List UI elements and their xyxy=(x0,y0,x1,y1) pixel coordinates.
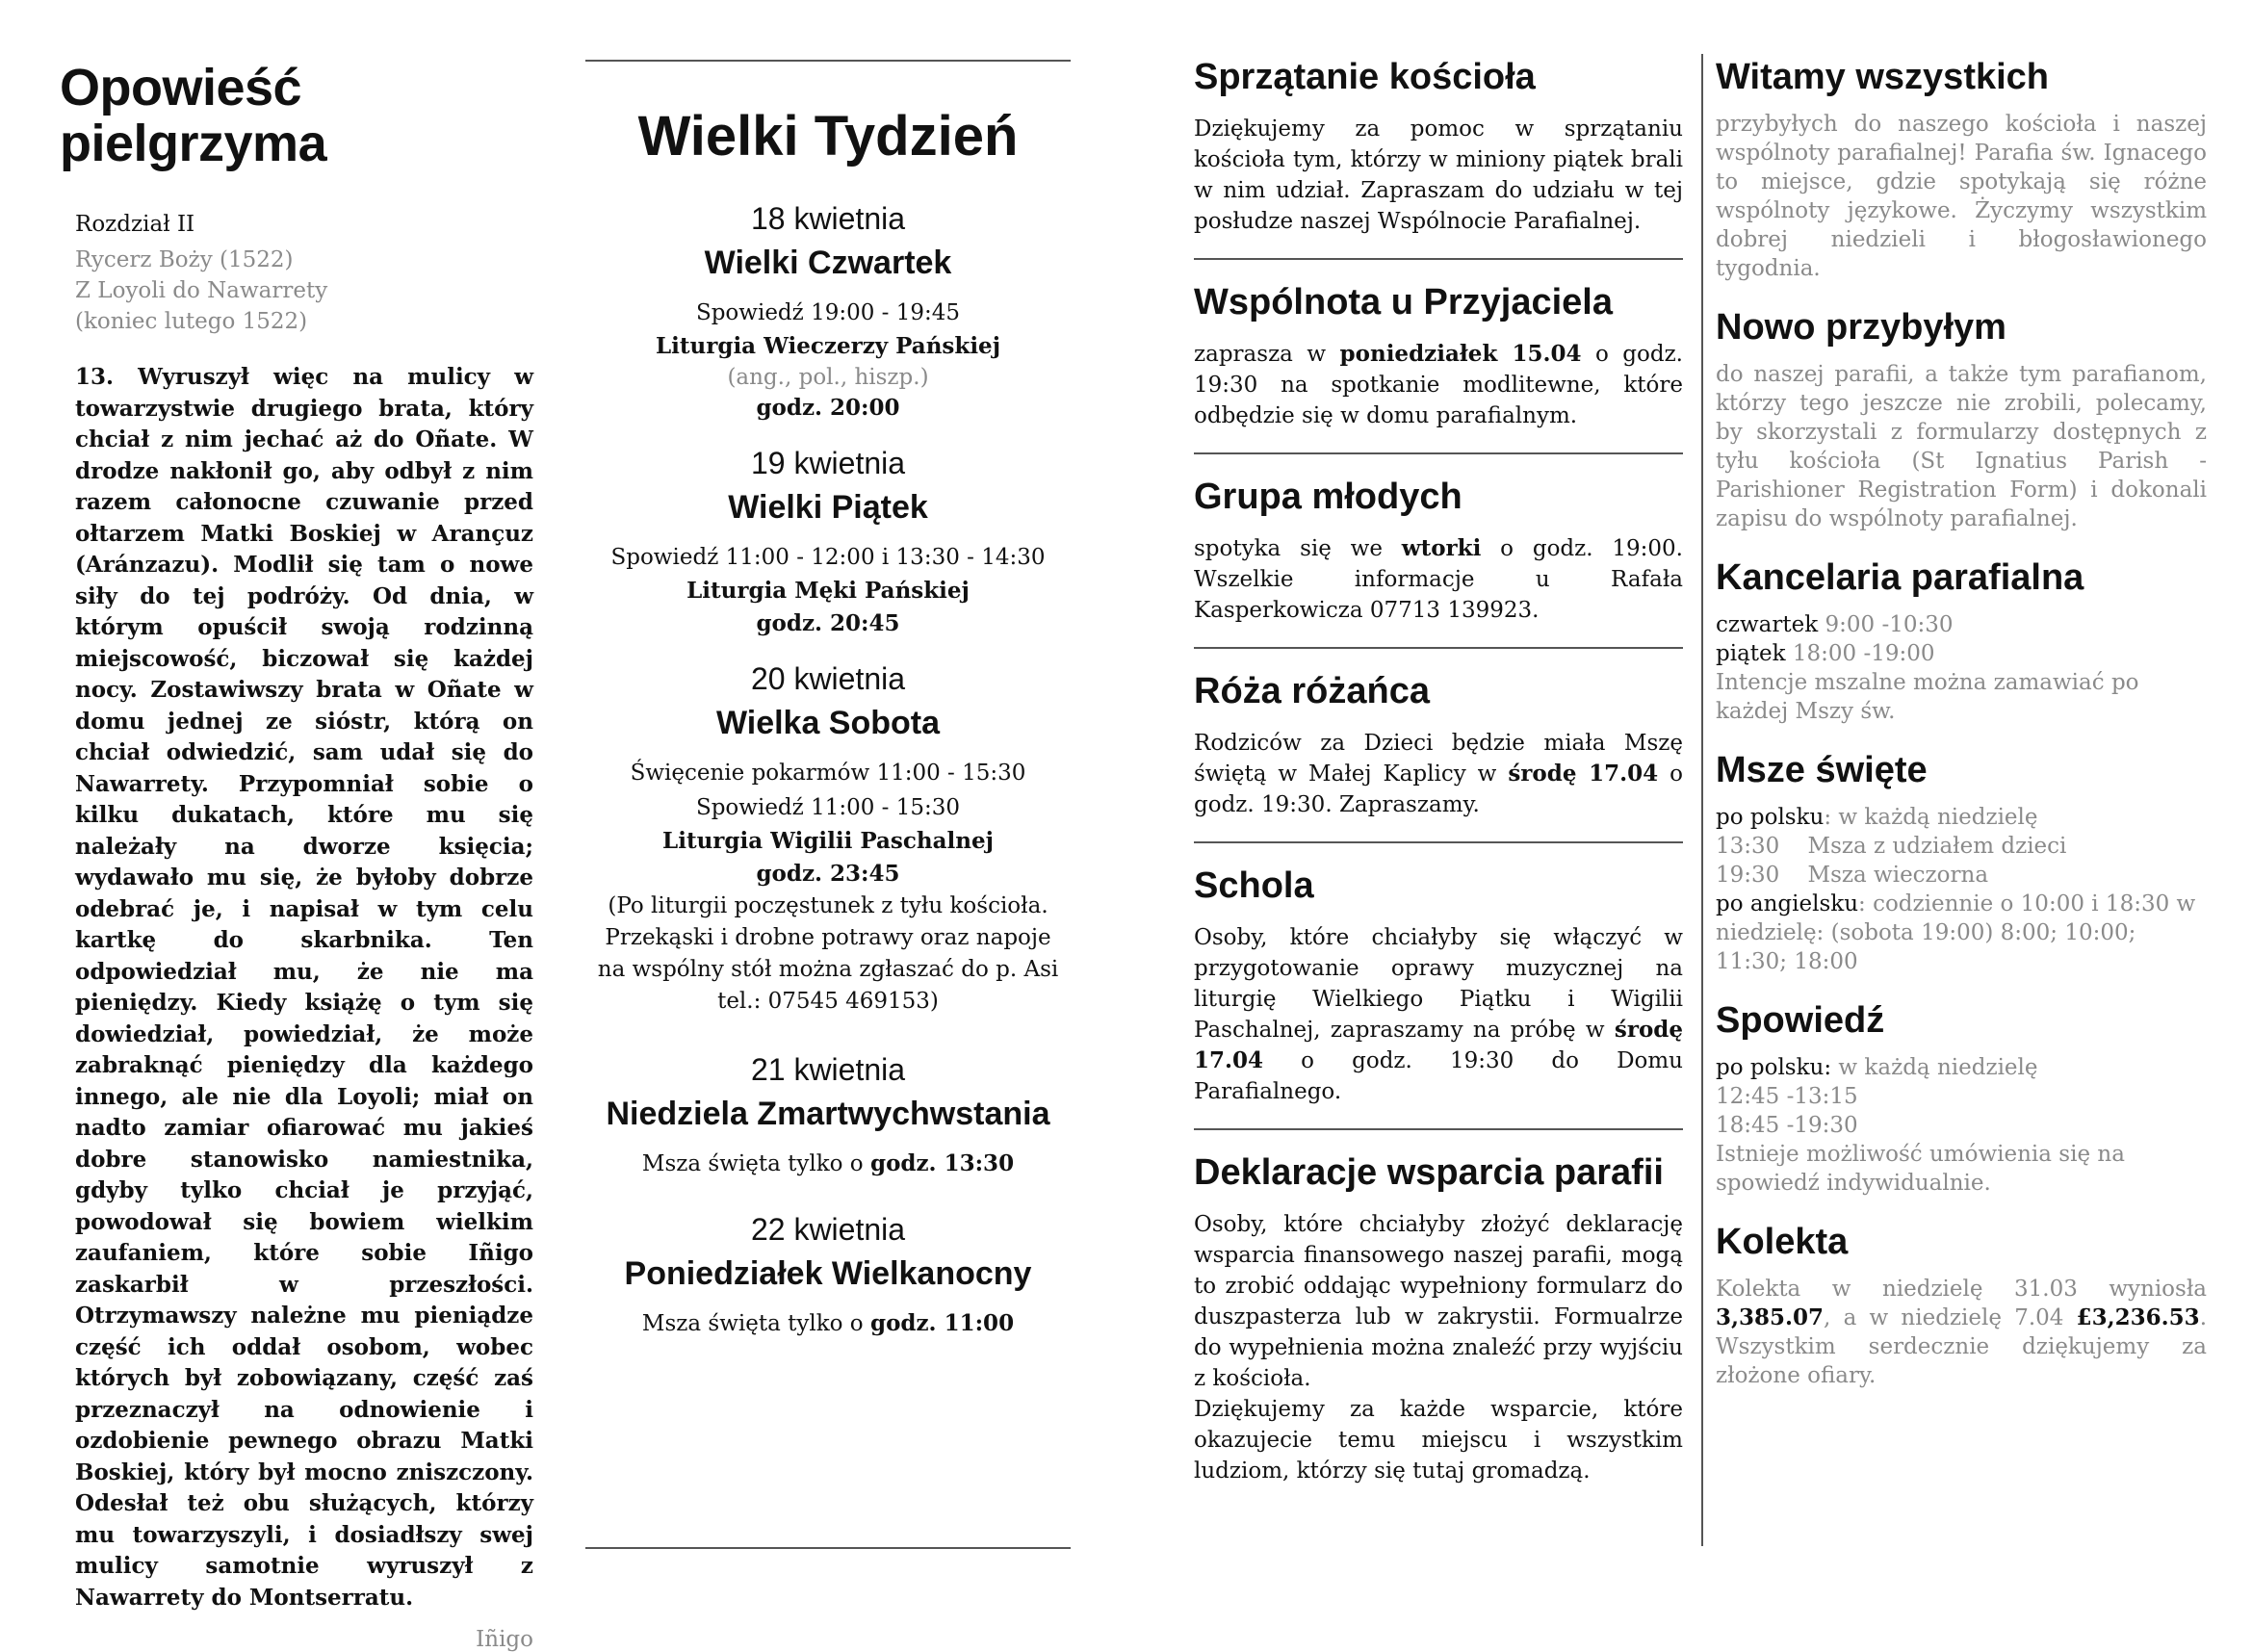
chapter-meta-2: Z Loyoli do Nawarrety xyxy=(75,278,328,303)
section-title: Sprzątanie kościoła xyxy=(1194,57,1536,97)
mass-row xyxy=(1716,803,2207,832)
info-section xyxy=(1716,304,2207,533)
day-line-text: Msza święta tylko o xyxy=(641,1311,870,1336)
info-section xyxy=(1716,747,2207,976)
day-line: Spowiedź 19:00 - 19:45 xyxy=(695,300,961,325)
day-name: Wielki Czwartek xyxy=(704,245,952,281)
announcement-section xyxy=(1194,54,1683,260)
confession-note: Istnieje możliwość umówienia się na spowiedź indywidualnie. xyxy=(1716,1142,2125,1196)
column-divider xyxy=(1701,54,1703,1546)
day-date: 18 kwietnia xyxy=(750,201,906,236)
day-date: 21 kwietnia xyxy=(750,1052,906,1087)
story-column xyxy=(60,60,533,1652)
story-signature: Iñigo xyxy=(476,1627,533,1652)
info-column xyxy=(1716,54,2207,1411)
section-title: Msze święte xyxy=(1716,750,1928,790)
mass-row xyxy=(1716,890,2207,976)
day-line xyxy=(585,1147,1071,1181)
row-label: po polsku xyxy=(1716,805,1825,830)
holy-week-bottom-rule xyxy=(585,1547,1071,1549)
chapter-meta-1: Rycerz Boży (1522) xyxy=(75,247,294,272)
day-block xyxy=(585,1212,1071,1341)
section-title: Witamy wszystkich xyxy=(1716,57,2050,97)
day-block xyxy=(585,201,1071,425)
row-value: : codziennie o 10:00 i 18:30 w niedzielę: (sobota 19:00) 8:00; 10:00; 11:30; 18:00 xyxy=(1716,891,2196,974)
section-title: Grupa młodych xyxy=(1194,477,1463,517)
announcement-section xyxy=(1194,863,1683,1130)
section-text: Dziękujemy za każde wsparcie, które okazujecie temu miejscu i wszystkim ludziom, którzy się tutaj gromadzą. xyxy=(1194,1397,1683,1484)
story-body: 13. Wyruszył więc na mulicy w towarzystwie drugiego brata, który chciał z nim jechać aż do Oñate. W drodze nakłonił go, aby odbył z nim razem całonocne czuwanie przed ołtarzem Matki Boskiej w Arançuz (Aránzazu). Modlił się tam o nowe siły do tej podróży. Od dnia, w którym opuścił swoją rodzinną miejscowość, biczował się każdej nocy. Zostawiwszy brata w Oñate w domu jednej ze sióstr, którą on chciał odwiedzić, sam udał się do Nawarrety. Przypomniał sobie o kilku dukatach, które mu się należały na dworze księcia; wydawało mu się, że byłoby dobrze odebrać je, i napisał w tym celu kartkę do skarbnika. Ten odpowiedział mu, że nie ma pieniędzy. Kiedy książę o tym się dowiedział, powiedział, że może zabraknąć pieniędzy dla każdego innego, ale nie dla Loyoli; miał on nadto zamiar ofiarować mu jakieś dobre stanowisko namiestnika, gdyby tylko chciał je przyjąć, powodował się bowiem wielkim zaufaniem, które sobie Iñigo zaskarbił w przeszłości. Otrzymawszy należne mu pieniądze część ich oddał osobom, wobec których był zobowiązany, część zaś przeznaczył na odnowienie i ozdobienie pewnego obrazu Matki Boskiej, który był mocno zniszczony. Odesłał też obu służących, którzy mu towarzyszyli, i dosiadłszy swej mulicy samotnie wyruszył z Nawarrety do Montserratu. xyxy=(75,364,533,1611)
text-bold: wtorki xyxy=(1401,535,1482,561)
mass-row: 19:30 Msza wieczorna xyxy=(1716,863,1989,888)
row-label: czwartek xyxy=(1716,612,1819,637)
info-section xyxy=(1716,1219,2207,1390)
row-value: w każdą niedzielę xyxy=(1831,1055,2038,1080)
text-bold: środę 17.04 xyxy=(1194,1017,1683,1073)
text-part: o godz. 19:30 do Domu Parafialnego. xyxy=(1194,1048,1683,1104)
section-title: Wspólnota u Przyjaciela xyxy=(1194,282,1613,323)
row-value: : w każdą niedzielę xyxy=(1824,805,2038,830)
section-text: do naszej parafii, a także tym parafianom, którzy tego jeszcze nie zrobili, polecamy, by skorzystali z formularzy dostępnych z tyłu kościoła (St Ignatius Parish - Parishioner Registration Form) i dokonali zapisu do wspólnoty parafialnej. xyxy=(1716,362,2207,531)
office-hours-row xyxy=(1716,610,2207,639)
section-text: przybyłych do naszego kościoła i naszej wspólnoty parafialnej! Parafia św. Ignacego to miejsce, gdzie spotykają się różne wspólnoty językowe. Życzymy wszystkim dobrej niedzieli i błogosławionego tygodnia. xyxy=(1716,112,2207,281)
section-title: Róża różańca xyxy=(1194,671,1430,711)
day-line xyxy=(585,1306,1071,1341)
confession-row: 18:45 -19:30 xyxy=(1716,1113,1858,1138)
day-date: 20 kwietnia xyxy=(750,661,906,696)
day-line: Spowiedź 11:00 - 12:00 i 13:30 - 14:30 xyxy=(610,545,1046,570)
section-text xyxy=(1194,533,1683,626)
announcement-section xyxy=(1194,668,1683,843)
day-name: Wielka Sobota xyxy=(715,705,941,741)
section-title: Deklaracje wsparcia parafii xyxy=(1194,1152,1664,1193)
announcements-column xyxy=(1194,54,1683,1527)
day-name: Poniedziałek Wielkanocny xyxy=(624,1255,1032,1292)
day-note: (Po liturgii poczęstunek z tyłu kościoła. Przekąski i drobne potrawy oraz napoje na wspólny stół można zgłaszać do p. Asi tel.: 07545 469153) xyxy=(597,893,1059,1014)
section-title: Kolekta xyxy=(1716,1222,1849,1262)
story-title xyxy=(60,60,533,171)
section-text xyxy=(1194,339,1683,431)
day-line: godz. 20:00 xyxy=(756,395,900,421)
section-text xyxy=(1194,922,1683,1107)
holy-week-title: Wielki Tydzień xyxy=(637,105,1019,168)
section-title: Schola xyxy=(1194,865,1314,906)
text-part: . Wszystkim serdecznie dziękujemy za złożone ofiary. xyxy=(1716,1305,2207,1388)
holy-week-column xyxy=(585,60,1071,1362)
section-text: Osoby, które chciałyby złożyć deklarację wsparcia finansowego naszej parafii, mogą to zrobić oddając wypełniony formularz do duszpasterza lub w zakrystii. Formualrze do wypełnienia można znaleźć przy wyjściu z kościoła. xyxy=(1194,1212,1683,1391)
announcement-section xyxy=(1194,1149,1683,1508)
office-hours-row xyxy=(1716,639,2207,668)
day-line: godz. 23:45 xyxy=(756,861,900,887)
day-line: Święcenie pokarmów 11:00 - 15:30 xyxy=(630,761,1026,786)
story-title-line2: pielgrzyma xyxy=(60,115,327,172)
day-line-text: Msza święta tylko o xyxy=(641,1151,870,1176)
confession-row: 12:45 -13:15 xyxy=(1716,1084,1858,1109)
row-note: Intencje mszalne można zamawiać po każdej Mszy św. xyxy=(1716,670,2139,724)
text-part: , a w niedzielę 7.04 xyxy=(1824,1305,2077,1330)
chapter-label: Rozdział II xyxy=(75,212,195,237)
info-section xyxy=(1716,555,2207,726)
section-text xyxy=(1716,1275,2207,1390)
day-name: Niedziela Zmartwychwstania xyxy=(606,1096,1050,1132)
text-bold: £3,236.53 xyxy=(2076,1304,2200,1330)
text-part: o godz. 19:00. Wszelkie informacje u Rafała Kasperkowicza 07713 139923. xyxy=(1194,536,1683,623)
row-value: 18:00 -19:00 xyxy=(1785,641,1935,666)
chapter-meta xyxy=(75,245,533,337)
day-line: Liturgia Wieczerzy Pańskiej xyxy=(655,333,1001,359)
text-part: Osoby, które chciałyby się włączyć w przygotowanie oprawy muzycznej na liturgię Wielkiego Piątku i Wigilii Paschalnej, zapraszamy na próbę w xyxy=(1194,925,1683,1043)
day-line: (ang., pol., hiszp.) xyxy=(727,365,929,390)
row-label: po angielsku xyxy=(1716,891,1859,916)
day-name: Wielki Piątek xyxy=(728,489,928,526)
section-text: Dziękujemy za pomoc w sprzątaniu kościoła tym, którzy w miniony piątek brali w nim udział. Zapraszam do udziału w tej posłudze naszej Wspólnocie Parafialnej. xyxy=(1194,116,1683,234)
text-bold: 3,385.07 xyxy=(1716,1304,1825,1330)
day-line: Spowiedź 11:00 - 15:30 xyxy=(695,795,961,820)
day-line: Liturgia Wigilii Paschalnej xyxy=(662,828,994,854)
section-text xyxy=(1194,728,1683,820)
mass-row: 13:30 Msza z udziałem dzieci xyxy=(1716,834,2067,859)
day-block xyxy=(585,1052,1071,1181)
day-line-time: godz. 13:30 xyxy=(869,1150,1015,1176)
section-title: Nowo przybyłym xyxy=(1716,307,2006,348)
text-part: spotyka się we xyxy=(1194,536,1402,561)
text-bold: środę 17.04 xyxy=(1508,761,1659,787)
text-part: o godz. 19:30 na spotkanie modlitewne, które odbędzie się w domu parafialnym. xyxy=(1194,342,1683,428)
row-value: 9:00 -10:30 xyxy=(1818,612,1954,637)
day-line: Liturgia Męki Pańskiej xyxy=(686,578,970,604)
day-date: 22 kwietnia xyxy=(750,1212,906,1247)
info-section xyxy=(1716,54,2207,283)
text-bold: poniedziałek 15.04 xyxy=(1339,341,1582,367)
text-part: Kolekta w niedzielę 31.03 wyniosła xyxy=(1716,1277,2207,1302)
row-label: piątek xyxy=(1716,641,1786,666)
day-line: godz. 20:45 xyxy=(756,610,900,636)
announcement-section xyxy=(1194,474,1683,649)
text-part: zaprasza w xyxy=(1194,342,1340,367)
confession-row xyxy=(1716,1053,2207,1082)
announcement-section xyxy=(1194,279,1683,454)
row-label: po polsku: xyxy=(1716,1055,1832,1080)
story-title-line1: Opowieść xyxy=(60,59,302,116)
day-line-time: godz. 11:00 xyxy=(869,1310,1015,1336)
info-section xyxy=(1716,997,2207,1198)
text-part: o godz. 19:30. Zapraszamy. xyxy=(1194,761,1683,817)
section-title: Spowiedź xyxy=(1716,1000,1885,1041)
day-block xyxy=(585,446,1071,640)
day-date: 19 kwietnia xyxy=(750,446,906,480)
chapter-meta-3: (koniec lutego 1522) xyxy=(75,309,308,334)
section-title: Kancelaria parafialna xyxy=(1716,557,2084,598)
day-block xyxy=(585,661,1071,1018)
text-part: Rodziców za Dzieci będzie miała Mszę świętą w Małej Kaplicy w xyxy=(1194,731,1683,787)
